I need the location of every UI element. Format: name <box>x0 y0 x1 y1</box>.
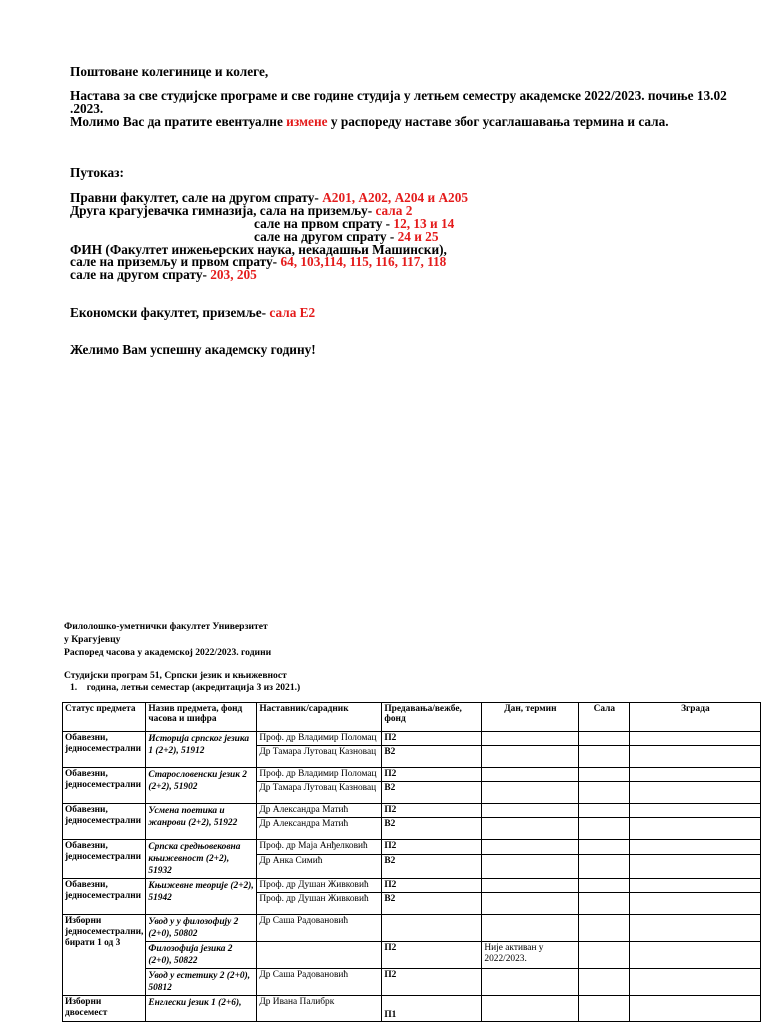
table-row <box>63 996 761 1022</box>
course-cell: Енглески језик 1 (2+6), <box>146 996 257 1022</box>
year-number: 1. <box>70 682 78 693</box>
day-cell <box>482 746 579 768</box>
room-cell <box>579 768 630 782</box>
intro-line-1: Настава за све студијске програме и све године студија у летњем семестру академске 2022/2023. почиње 13.02 <box>70 88 727 103</box>
type-cell: П2 <box>382 879 482 893</box>
course-cell: Српска средњовековна књижевност (2+2), 51932 <box>146 840 257 879</box>
teacher-cell <box>257 942 382 969</box>
day-cell <box>482 768 579 782</box>
gym-first-label: сале на првом спрату - <box>254 216 394 231</box>
header-room: Сала <box>579 703 630 732</box>
header-type: Предавања/вежбе, фонд <box>382 703 482 732</box>
elective-status-cell: Изборни једносеместрални, бирати 1 од 3 <box>63 915 146 996</box>
program-title: Студијски програм 51, Српски језик и књижевност <box>64 670 287 681</box>
table-row <box>63 969 761 996</box>
type-cell: П1 <box>382 996 482 1022</box>
guide-title: Путоказ: <box>70 165 124 180</box>
building-cell <box>630 732 761 746</box>
status-cell: Обавезни, једносеместрални <box>63 879 146 915</box>
room-cell <box>579 732 630 746</box>
type-cell: В2 <box>382 855 482 879</box>
course-cell: Књижевне теорије (2+2), 51942 <box>146 879 257 915</box>
building-cell <box>630 879 761 893</box>
day-cell <box>482 818 579 840</box>
teacher-cell: Др Саша Радовановић <box>257 915 382 942</box>
building-cell <box>630 915 761 942</box>
building-cell <box>630 996 761 1022</box>
gym-label: Друга крагујевачка гимназија, сала на приземљу- <box>70 203 376 218</box>
table-row <box>63 840 761 855</box>
schedule-title: Распоред часова у академској 2022/2023. години <box>64 647 272 658</box>
building-cell <box>630 818 761 840</box>
teacher-cell: Др Тамара Лутовац Казновац <box>257 782 382 804</box>
year-text: година, летњи семестар (акредитација 3 из 2021.) <box>86 682 301 693</box>
header-status: Статус предмета <box>63 703 146 732</box>
table-row <box>63 804 761 818</box>
header-course: Назив предмета, фонд часова и шифра <box>146 703 257 732</box>
course-cell: Историја српског језика 1 (2+2), 51912 <box>146 732 257 768</box>
status-cell: Обавезни, једносеместрални <box>63 768 146 804</box>
teacher-cell: Проф. др Маја Анђелковић <box>257 840 382 855</box>
gym-rooms: сала 2 <box>375 203 413 218</box>
status-cell: Обавезни, једносеместрални <box>63 804 146 840</box>
type-cell: П2 <box>382 768 482 782</box>
building-cell <box>630 746 761 768</box>
day-cell <box>482 915 579 942</box>
gym-second-rooms: 24 и 25 <box>397 229 439 244</box>
building-cell <box>630 893 761 915</box>
teacher-cell: Др Саша Радовановић <box>257 969 382 996</box>
teacher-cell: Проф. др Душан Живковић <box>257 879 382 893</box>
intro-line-2: .2023. <box>70 101 104 116</box>
fin-second-rooms: 203, 205 <box>210 267 257 282</box>
room-cell <box>579 840 630 855</box>
day-cell <box>482 840 579 855</box>
room-cell <box>579 996 630 1022</box>
type-cell: П2 <box>382 942 482 969</box>
day-cell <box>482 996 579 1022</box>
header-day: Дан, термин <box>482 703 579 732</box>
day-cell <box>482 732 579 746</box>
header-building: Зграда <box>630 703 761 732</box>
building-cell <box>630 804 761 818</box>
course-cell: Старословенски језик 2 (2+2), 51902 <box>146 768 257 804</box>
day-cell <box>482 969 579 996</box>
law-rooms: А201, А202, А204 и А205 <box>322 190 468 205</box>
fin-line: ФИН (Факултет инжењерских наука, некадашњи Машински), <box>70 242 447 257</box>
table-row <box>63 879 761 893</box>
table-row <box>63 768 761 782</box>
building-cell <box>630 969 761 996</box>
econ-label: Економски факултет, приземље- <box>70 305 270 320</box>
status-cell: Изборни двосемест <box>63 996 146 1022</box>
fin-second-line <box>70 267 257 283</box>
type-cell: П2 <box>382 804 482 818</box>
teacher-cell: Др Анка Симић <box>257 855 382 879</box>
status-cell: Обавезни, једносеместрални <box>63 840 146 879</box>
course-cell: Увод у у филозофију 2 (2+0), 50802 <box>146 915 257 942</box>
type-cell: В2 <box>382 782 482 804</box>
table-row <box>63 915 761 942</box>
type-cell: П2 <box>382 840 482 855</box>
teacher-cell: Др Александра Матић <box>257 818 382 840</box>
day-cell <box>482 782 579 804</box>
table-header-row <box>63 703 761 732</box>
room-cell <box>579 782 630 804</box>
room-cell <box>579 915 630 942</box>
fin-ground-rooms: 64, 103,114, 115, 116, 117, 118 <box>280 254 447 269</box>
year-line <box>70 682 300 694</box>
header-teacher: Наставник/сарадник <box>257 703 382 732</box>
teacher-cell: Др Ивана Палибрк <box>257 996 382 1022</box>
teacher-cell: Др Александра Матић <box>257 804 382 818</box>
building-cell <box>630 768 761 782</box>
notice-highlight: измене <box>286 114 328 129</box>
room-cell <box>579 818 630 840</box>
teacher-cell: Проф. др Владимир Поломац <box>257 768 382 782</box>
room-cell <box>579 893 630 915</box>
teacher-cell: Проф. др Владимир Поломац <box>257 732 382 746</box>
room-cell <box>579 879 630 893</box>
greeting: Поштоване колегинице и колеге, <box>70 64 269 79</box>
day-cell <box>482 879 579 893</box>
room-cell <box>579 969 630 996</box>
course-cell: Филозофија језика 2 (2+0), 50822 <box>146 942 257 969</box>
table-row <box>63 732 761 746</box>
building-cell <box>630 855 761 879</box>
room-cell <box>579 746 630 768</box>
econ-rooms: сала Е2 <box>269 305 316 320</box>
table-row <box>63 942 761 969</box>
type-cell: В2 <box>382 818 482 840</box>
law-label: Правни факултет, сале на другом спрату- <box>70 190 323 205</box>
notice-post: у распореду наставе због усаглашавања термина и сала. <box>327 114 669 129</box>
room-cell <box>579 855 630 879</box>
gym-first-rooms: 12, 13 и 14 <box>393 216 455 231</box>
schedule-table <box>62 702 761 1022</box>
gym-second-label: сале на другом спрату - <box>254 229 398 244</box>
type-cell: В2 <box>382 893 482 915</box>
fin-second-label: сале на другом спрату- <box>70 267 211 282</box>
type-cell <box>382 915 482 942</box>
fin-ground-label: сале на приземљу и првом спрату- <box>70 254 281 269</box>
course-cell: Усмена поетика и жанрови (2+2), 51922 <box>146 804 257 840</box>
course-cell: Увод у естетику 2 (2+0), 50812 <box>146 969 257 996</box>
economics-line <box>70 305 315 321</box>
building-cell <box>630 942 761 969</box>
teacher-cell: Проф. др Душан Живковић <box>257 893 382 915</box>
type-cell: В2 <box>382 746 482 768</box>
type-cell: П2 <box>382 732 482 746</box>
status-cell: Обавезни, једносеместрални <box>63 732 146 768</box>
building-cell <box>630 840 761 855</box>
faculty-name-line-2: у Крагујевцу <box>64 634 121 645</box>
faculty-name-line-1: Филолошко-уметнички факултет Универзитет <box>64 621 268 632</box>
notice-line <box>70 114 669 130</box>
notice-pre: Молимо Вас да пратите евентуалне <box>70 114 287 129</box>
day-cell <box>482 804 579 818</box>
room-cell <box>579 942 630 969</box>
building-cell <box>630 782 761 804</box>
day-cell <box>482 893 579 915</box>
room-cell <box>579 804 630 818</box>
day-cell: Није активан у 2022/2023. <box>482 942 579 969</box>
teacher-cell: Др Тамара Лутовац Казновац <box>257 746 382 768</box>
day-cell <box>482 855 579 879</box>
type-cell: П2 <box>382 969 482 996</box>
closing-line: Желимо Вам успешну академску годину! <box>70 342 316 357</box>
